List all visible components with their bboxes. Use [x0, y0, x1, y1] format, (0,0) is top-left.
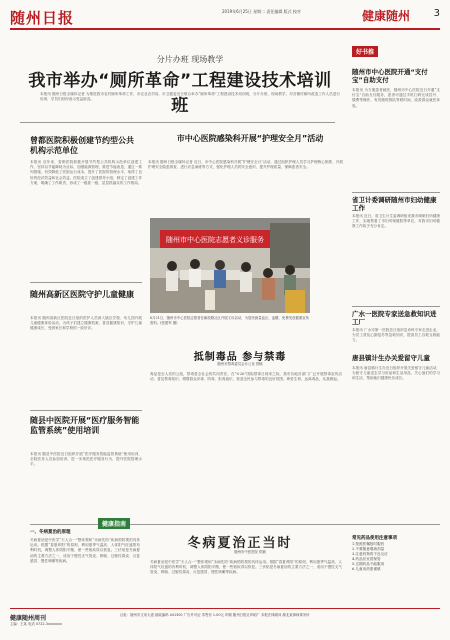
list-item: 3.注意药物的不良反应	[352, 552, 388, 556]
left-article-3-title: 随县中医院开展“医疗服务智能监管系统”使用培训	[30, 416, 140, 435]
left-divider-2	[30, 410, 142, 411]
list-item: 1.按照医嘱按时服药	[352, 542, 385, 546]
medicine-list	[352, 536, 440, 572]
left-divider-1	[30, 282, 142, 283]
list-item: 4.药品应妥善保管	[352, 557, 381, 561]
clinic-photo-illustration	[150, 218, 310, 313]
bottom-center-body: 冬病夏治是中医学“天人合一”整体观和“未病先防”疾病预防观的具体运用。根据“春夏养阳”的原则，利用夏季气温高、人体阳气旺盛的有利时机，调整人体阴阳平衡，使一些宿疾得以恢复。三伏贴是冬病夏治的主要方法之一，适用于慢性支气管炎、哮喘、过敏性鼻炎、反复感冒、慢性咳嗽等疾病。	[150, 560, 342, 575]
lead-body: 本报讯 随州日报全媒体记者 为推进我市农村厕所革命工作，市农业农村局、市卫健委近日联合举办“厕所革命”工程建设技术培训班，分片办班、现场教学，对各镇村厕所改造工作人员进行培训，学员们纷纷表示受益匪浅。	[40, 92, 340, 102]
center-article-body: 本报讯 随州日报全媒体记者 近日，市中心医院感染科开展“护理安全月”活动，通过组织护理人员学习护理核心制度、开展护理安全隐患排查、进行应急演练等方式，强化护理人员的安全意识，提升护理质量，保障患者安全。	[148, 160, 343, 170]
list-item: 2.不要随意增减剂量	[352, 547, 385, 551]
anti-drug-title: 抵制毒品 参与禁毒	[193, 352, 287, 363]
dateline: 2019年6月25日 星期二 责任编辑 版式 校对	[222, 9, 301, 14]
lead-divider	[20, 122, 335, 123]
left-article-2-body: 本报讯 随州高新区医院近日组织医护人员深入辖区学校、幼儿园开展儿童健康体检活动，为孩子们建立健康档案，普及健康知识，守护儿童健康成长，受到家长和学校的一致好评。	[30, 316, 142, 331]
clinic-photo	[150, 218, 310, 313]
newspaper-logo: 随州日报	[10, 9, 75, 27]
anti-drug-body: 毒品是全人类的公敌，禁毒是全社会的共同责任。在“6·26”国际禁毒日到来之际，我市各地各部门广泛开展禁毒宣传活动，普及禁毒知识，增强群众识毒、防毒、拒毒意识，营造全民参与禁毒的良好氛围。珍爱生命，远离毒品，从我做起。	[150, 372, 342, 382]
health-subhead: 一、冬病夏治的原理	[30, 530, 71, 535]
footer-title: 健康随州周刊	[10, 615, 47, 622]
left-article-1-body: 本报讯 近年来，曾都医院积极开展节约型公共机构示范单位创建工作，坚持以节能降耗为目标，加强能源管理，推进节能改造，通过一系列措施，有效降低了医院运行成本，提升了医院的管理水平，取得了良好的经济效益和社会效益。医院成立了创建领导小组，制定了创建工作方案，明确了工作职责，形成了一级抓一级、层层抓落实的工作格局。	[30, 160, 142, 185]
right-article-4-title: 唐县镇计生办关爱留守儿童	[352, 354, 430, 362]
page-number: 3	[433, 8, 440, 19]
right-article-3-title: 广水一医院专家送急救知识进工厂	[352, 310, 437, 326]
list-item: 6.儿童用药需谨慎	[352, 567, 381, 571]
bottom-left-body: 冬病夏治是中医学“天人合一”整体观和“未病先防”疾病预防观的具体运用。根据“春夏养阳”的原则，利用夏季气温高、人体阳气旺盛的有利时机，调整人体阴阳平衡，使一些宿疾得以恢复。三伏贴是冬病夏治的主要方法之一，适用于慢性支气管炎、哮喘、过敏性鼻炎、反复感冒、慢性咳嗽等疾病。	[30, 538, 140, 563]
right-article-3-body: 本报讯 广水市第一医院近日组织急诊科专家走进企业，为员工普及心肺复苏等急救知识，提高员工自救互救能力。	[352, 328, 440, 343]
left-article-2-title: 随州高新区医院守护儿童健康	[30, 290, 134, 299]
right-divider-2	[352, 306, 440, 307]
right-article-1-title: 随州市中心医院开通“支付宝”自助支付	[352, 68, 428, 84]
lead-headline: 我市举办“厕所革命”工程建设技术培训班	[28, 71, 332, 116]
bottom-headline: 冬病夏治正当时	[187, 536, 293, 551]
anti-drug-byline: 随州市禁毒委员会办公室 供稿	[217, 362, 263, 366]
footer-editor: 主编：王某 电话 0722-3xxxxxxx	[10, 622, 62, 626]
bottom-byline: 随州市中医医院 供稿	[234, 550, 266, 554]
center-article-title: 市中心医院感染科开展“护理安全月”活动	[176, 134, 324, 143]
right-divider-1	[352, 192, 440, 193]
right-article-2-body: 本报讯 近日，省卫生计生委调研组来我市调研妇幼健康工作，实地察看了市妇幼保健院等单位，对我市妇幼健康工作给予充分肯定。	[352, 214, 440, 229]
health-guide-tag: 健康指南	[98, 518, 130, 529]
banner-text: 随州市中心医院志愿者义诊服务	[166, 236, 264, 244]
footer-notes: 社址：随州市文帝大道 邮政编码 441300 广告许可证 零售价 1.00元 印刷 随州日报社印刷厂 本报法律顾问 湖北某律师事务所	[120, 613, 310, 617]
section-title: 健康随州	[362, 9, 411, 23]
masthead	[10, 6, 440, 30]
right-article-4-body: 本报讯 唐县镇计生办近日组织开展关爱留守儿童活动，为留守儿童送去学习用品和生活用品，关心他们的学习和生活，帮助他们健康快乐成长。	[352, 366, 440, 381]
list-item: 5.过期药品不能服用	[352, 562, 385, 566]
right-tag: 好书推	[352, 46, 378, 57]
medicine-list-title: 常见药品使用注意事项	[352, 536, 397, 541]
bottom-divider	[30, 524, 440, 525]
photo-caption: 6月21日，随州市中心医院志愿者在解放路社区开展义诊活动，为居民测量血压、血糖，免费发放健康宣传资料。(张建军 摄)	[150, 316, 310, 325]
left-article-3-body: 本报讯 随县中医院近日组织开展“医疗服务智能监管系统”使用培训，全院医务人员参加培训，进一步规范医疗服务行为，提升医院管理水平。	[30, 452, 142, 467]
lead-kicker: 分片办班 现场教学	[156, 55, 224, 64]
footer	[10, 608, 440, 634]
left-article-1-title: 曾都医院积极创建节约型公共机构示范单位	[30, 136, 134, 155]
right-article-1-body: 本报讯 为方便患者就医，随州市中心医院近日开通“支付宝”自助支付服务，患者可通过手机扫码完成挂号、缴费等操作，有效缩短排队等候时间，改善群众就医体验。	[352, 88, 440, 108]
right-article-2-title: 省卫计委调研随州市妇幼健康工作	[352, 196, 437, 212]
